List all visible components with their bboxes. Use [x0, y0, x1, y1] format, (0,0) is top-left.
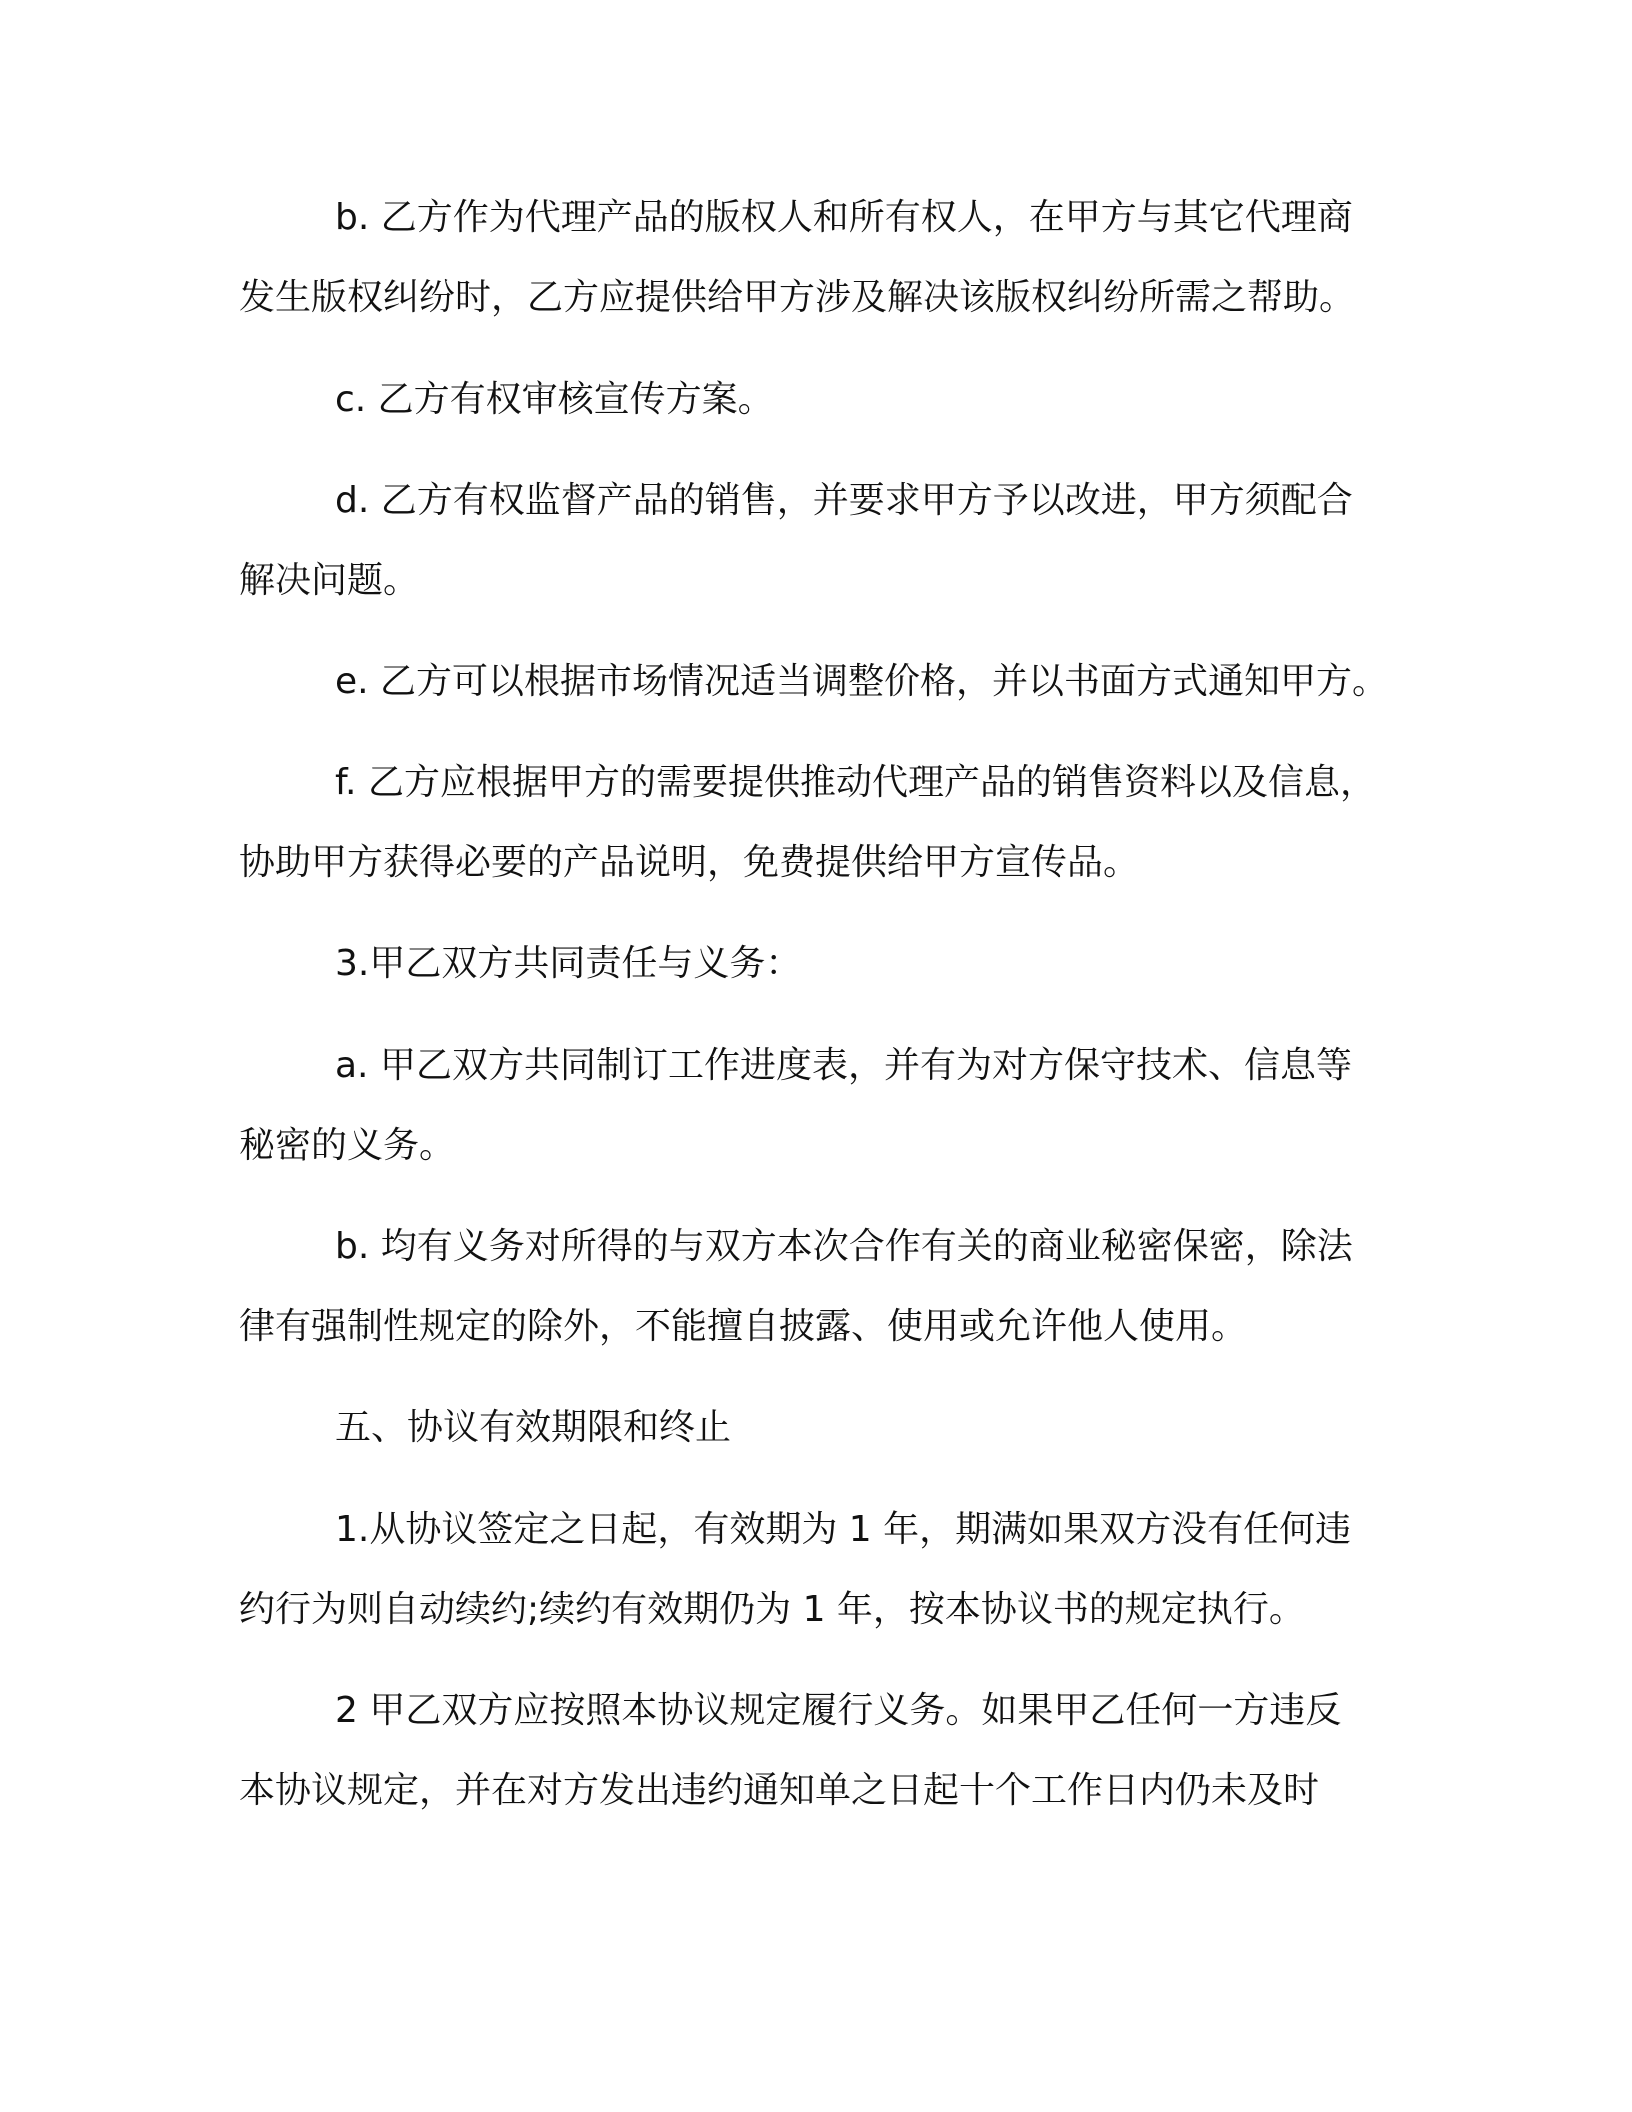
paragraph-line: 解决问题。 — [239, 560, 420, 601]
paragraph-line: e. 乙方可以根据市场情况适当调整价格，并以书面方式通知甲方。 — [335, 661, 1389, 702]
paragraph-line: c. 乙方有权审核宣传方案。 — [335, 379, 774, 420]
paragraph-line: 1.从协议签定之日起，有效期为 1 年，期满如果双方没有任何违 — [335, 1509, 1352, 1550]
section-heading — [239, 1388, 1379, 1468]
paragraph-d-supervise — [239, 461, 1379, 621]
paragraph-line: 2 甲乙双方应按照本协议规定履行义务。如果甲乙任何一方违反 — [335, 1690, 1342, 1731]
paragraph-line: 五、协议有效期限和终止 — [335, 1407, 732, 1448]
paragraph-2-breach — [239, 1671, 1379, 1831]
paragraph-a-schedule — [239, 1026, 1379, 1186]
paragraph-e-price — [239, 642, 1389, 722]
paragraph-1-term — [239, 1490, 1379, 1650]
paragraph-line: 协助甲方获得必要的产品说明，免费提供给甲方宣传品。 — [239, 842, 1140, 883]
paragraph-line: b. 乙方作为代理产品的版权人和所有权人，在甲方与其它代理商 — [335, 197, 1353, 238]
paragraph-b-copyright — [239, 178, 1379, 338]
paragraph-3-joint — [239, 924, 1379, 1004]
paragraph-line: 约行为则自动续约;续约有效期仍为 1 年，按本协议书的规定执行。 — [239, 1589, 1305, 1630]
paragraph-line: a. 甲乙双方共同制订工作进度表，并有为对方保守技术、信息等 — [335, 1045, 1352, 1086]
paragraph-line: f. 乙方应根据甲方的需要提供推动代理产品的销售资料以及信息， — [335, 762, 1376, 803]
paragraph-line: 发生版权纠纷时，乙方应提供给甲方涉及解决该版权纠纷所需之帮助。 — [239, 277, 1356, 318]
paragraph-b-secrets — [239, 1207, 1379, 1367]
paragraph-line: 3.甲乙双方共同责任与义务： — [335, 943, 802, 984]
paragraph-line: 律有强制性规定的除外，不能擅自披露、使用或允许他人使用。 — [239, 1306, 1248, 1347]
paragraph-line: d. 乙方有权监督产品的销售，并要求甲方予以改进，甲方须配合 — [335, 480, 1353, 521]
paragraph-c-review — [239, 360, 1379, 440]
paragraph-line: 秘密的义务。 — [239, 1125, 456, 1166]
paragraph-line: b. 均有义务对所得的与双方本次合作有关的商业秘密保密，除法 — [335, 1226, 1353, 1267]
paragraph-line: 本协议规定，并在对方发出违约通知单之日起十个工作日内仍未及时 — [239, 1770, 1320, 1811]
paragraph-f-materials — [239, 743, 1379, 903]
